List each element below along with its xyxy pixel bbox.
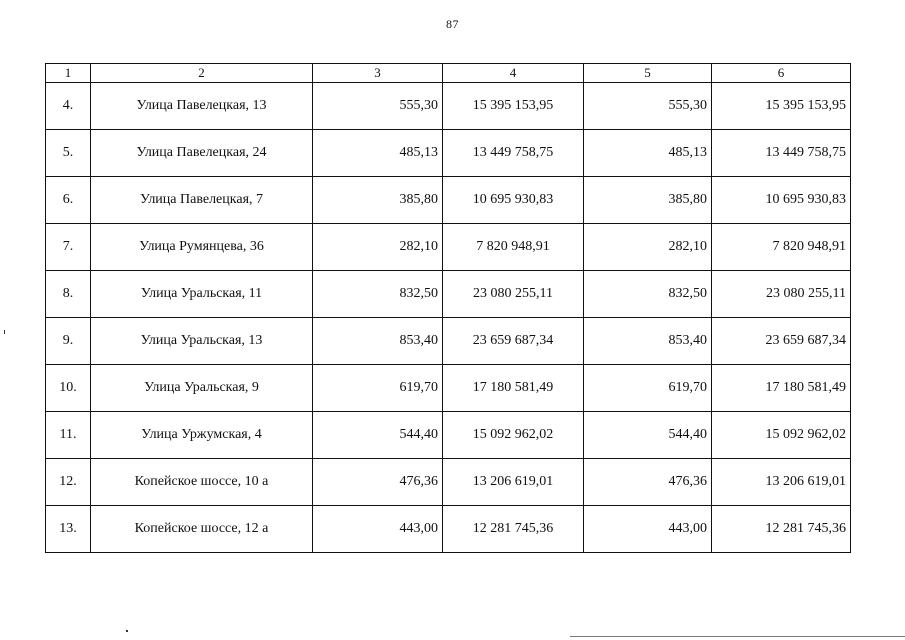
cell-col5: 555,30 [584,83,712,130]
table-row [46,224,851,271]
cell-address: Улица Уржумская, 4 [91,412,313,459]
cell-col5: 485,13 [584,130,712,177]
scan-edge-line [570,636,905,637]
table-row [46,83,851,130]
cell-col5: 544,40 [584,412,712,459]
cell-number: 13. [46,506,91,553]
cell-col4: 23 659 687,34 [443,318,584,365]
cell-col6: 10 695 930,83 [712,177,851,224]
cell-col3: 282,10 [313,224,443,271]
cell-col4: 23 080 255,11 [443,271,584,318]
cell-col3: 853,40 [313,318,443,365]
cell-col5: 282,10 [584,224,712,271]
cell-col6: 23 659 687,34 [712,318,851,365]
table-row [46,130,851,177]
cell-col4: 13 206 619,01 [443,459,584,506]
table-body [46,64,851,553]
cell-col5: 853,40 [584,318,712,365]
cell-address: Улица Павелецкая, 7 [91,177,313,224]
table-row [46,412,851,459]
cell-col3: 443,00 [313,506,443,553]
cell-number: 4. [46,83,91,130]
cell-col5: 832,50 [584,271,712,318]
cell-col4: 17 180 581,49 [443,365,584,412]
column-header: 2 [91,64,313,83]
cell-number: 12. [46,459,91,506]
cell-col3: 544,40 [313,412,443,459]
cell-col4: 10 695 930,83 [443,177,584,224]
cell-col6: 7 820 948,91 [712,224,851,271]
scan-speck [4,330,5,334]
cell-col4: 12 281 745,36 [443,506,584,553]
cell-number: 5. [46,130,91,177]
column-header: 4 [443,64,584,83]
cell-address: Улица Уральская, 11 [91,271,313,318]
cell-col4: 13 449 758,75 [443,130,584,177]
table-row [46,365,851,412]
cell-col5: 476,36 [584,459,712,506]
cell-col3: 555,30 [313,83,443,130]
cell-number: 10. [46,365,91,412]
table-row [46,271,851,318]
cell-number: 7. [46,224,91,271]
cell-col3: 485,13 [313,130,443,177]
cell-address: Улица Румянцева, 36 [91,224,313,271]
cell-number: 8. [46,271,91,318]
cell-number: 6. [46,177,91,224]
cell-address: Улица Павелецкая, 13 [91,83,313,130]
cell-col4: 15 092 962,02 [443,412,584,459]
cell-col3: 619,70 [313,365,443,412]
cell-number: 11. [46,412,91,459]
cell-col5: 619,70 [584,365,712,412]
page-number: 87 [446,17,459,31]
column-header: 3 [313,64,443,83]
table-row [46,459,851,506]
cell-col6: 17 180 581,49 [712,365,851,412]
scan-speck [126,630,128,632]
cell-number: 9. [46,318,91,365]
table-row [46,318,851,365]
table-row [46,177,851,224]
cell-col6: 12 281 745,36 [712,506,851,553]
column-header: 5 [584,64,712,83]
cell-col6: 15 395 153,95 [712,83,851,130]
cell-col4: 7 820 948,91 [443,224,584,271]
data-table [45,63,851,553]
cell-address: Копейское шоссе, 10 а [91,459,313,506]
table-row [46,506,851,553]
cell-col5: 443,00 [584,506,712,553]
cell-address: Копейское шоссе, 12 а [91,506,313,553]
cell-col3: 832,50 [313,271,443,318]
cell-col6: 15 092 962,02 [712,412,851,459]
column-header: 6 [712,64,851,83]
cell-address: Улица Павелецкая, 24 [91,130,313,177]
cell-col3: 385,80 [313,177,443,224]
cell-col3: 476,36 [313,459,443,506]
cell-address: Улица Уральская, 9 [91,365,313,412]
cell-address: Улица Уральская, 13 [91,318,313,365]
cell-col4: 15 395 153,95 [443,83,584,130]
cell-col6: 23 080 255,11 [712,271,851,318]
column-header: 1 [46,64,91,83]
header-row [46,64,851,83]
cell-col6: 13 449 758,75 [712,130,851,177]
cell-col5: 385,80 [584,177,712,224]
cell-col6: 13 206 619,01 [712,459,851,506]
